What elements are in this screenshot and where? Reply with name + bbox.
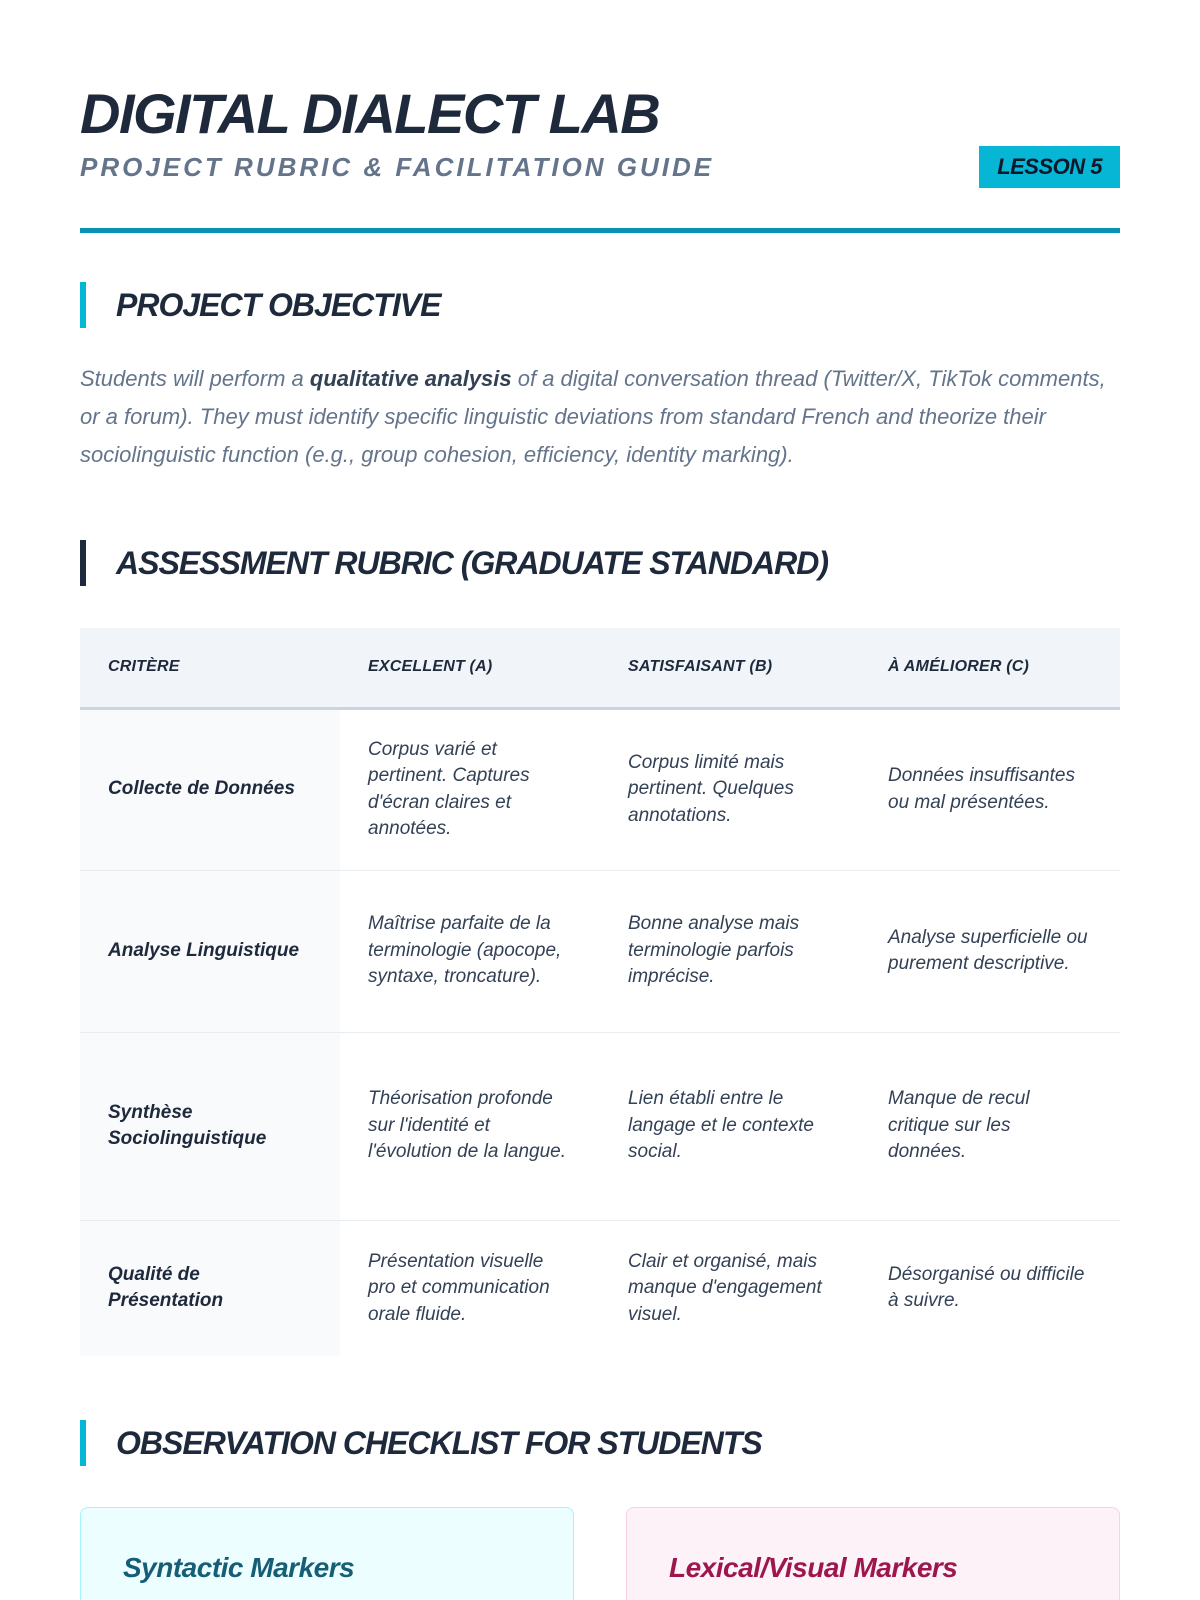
rubric-heading: ASSESSMENT RUBRIC (GRADUATE STANDARD) bbox=[116, 545, 829, 581]
grade-a-cell: Maîtrise parfaite de la terminologie (apocope, syntaxe, troncature). bbox=[340, 870, 600, 1032]
header-divider bbox=[80, 228, 1120, 233]
syntactic-markers-card bbox=[80, 1507, 574, 1600]
lesson-badge: LESSON 5 bbox=[979, 146, 1120, 188]
rubric-header-row bbox=[80, 628, 1120, 708]
criterion-cell: Collecte de Données bbox=[80, 708, 340, 870]
grade-a-cell: Corpus varié et pertinent. Captures d'écran claires et annotées. bbox=[340, 708, 600, 870]
grade-a-cell: Présentation visuelle pro et communication orale fluide. bbox=[368, 1250, 550, 1325]
table-row bbox=[80, 1220, 1120, 1356]
section-objective-heading bbox=[80, 282, 1120, 328]
objective-text-bold: qualitative analysis bbox=[309, 366, 512, 391]
checklist-cards bbox=[80, 1507, 1120, 1600]
grade-b-cell: Corpus limité mais pertinent. Quelques annotations. bbox=[600, 708, 860, 870]
grade-a-cell: Théorisation profonde sur l'identité et l'évolution de la langue. bbox=[340, 1032, 600, 1220]
grade-c-cell: Données insuffisantes ou mal présentées. bbox=[860, 708, 1120, 870]
column-header-ameliorer: À AMÉLIORER (C) bbox=[860, 628, 1120, 708]
grade-b-cell: Clair et organisé, mais manque d'engagement visuel. bbox=[628, 1250, 822, 1325]
table-row bbox=[80, 708, 1120, 870]
column-header-satisfaisant: SATISFAISANT (B) bbox=[600, 628, 860, 708]
column-header-excellent: EXCELLENT (A) bbox=[340, 628, 600, 708]
grade-b-cell: Lien établi entre le langage et le contexte social. bbox=[600, 1032, 860, 1220]
rubric-table bbox=[80, 628, 1120, 1356]
criterion-cell: Qualité de Présentation bbox=[80, 1220, 340, 1356]
document-title: DIGITAL DIALECT LAB bbox=[80, 82, 660, 145]
grade-c-cell: Manque de recul critique sur les données. bbox=[860, 1032, 1120, 1220]
table-row bbox=[80, 870, 1120, 1032]
document-subtitle: PROJECT RUBRIC & FACILITATION GUIDE bbox=[80, 152, 715, 182]
grade-b-cell: Bonne analyse mais terminologie parfois imprécise. bbox=[600, 870, 860, 1032]
section-rubric-heading bbox=[80, 540, 1120, 586]
table-row bbox=[80, 1032, 1120, 1220]
lexical-visual-markers-card bbox=[626, 1507, 1120, 1600]
section-checklist-heading bbox=[80, 1420, 1120, 1466]
grade-c-cell: Désorganisé ou difficile à suivre. bbox=[888, 1263, 1085, 1312]
grade-c-cell: Analyse superficielle ou purement descriptive. bbox=[860, 870, 1120, 1032]
criterion-cell: Synthèse Sociolinguistique bbox=[80, 1032, 340, 1220]
document-header bbox=[80, 82, 1120, 182]
column-header-critere: CRITÈRE bbox=[80, 628, 340, 708]
criterion-cell: Analyse Linguistique bbox=[80, 870, 340, 1032]
objective-text-after: of a digital conversation thread (Twitter/X, TikTok comments, or a forum). They must identify specific linguistic deviations from standard French and theorize their sociolinguistic function (e.g., group cohesion, efficiency, identity marking). bbox=[80, 366, 1106, 467]
objective-paragraph bbox=[80, 360, 1120, 474]
syntactic-markers-title: Syntactic Markers bbox=[123, 1552, 355, 1583]
objective-heading: PROJECT OBJECTIVE bbox=[116, 287, 441, 323]
objective-text-before: Students will perform a bbox=[80, 366, 310, 391]
checklist-heading: OBSERVATION CHECKLIST FOR STUDENTS bbox=[116, 1425, 762, 1461]
lexical-visual-markers-title: Lexical/Visual Markers bbox=[669, 1552, 958, 1583]
